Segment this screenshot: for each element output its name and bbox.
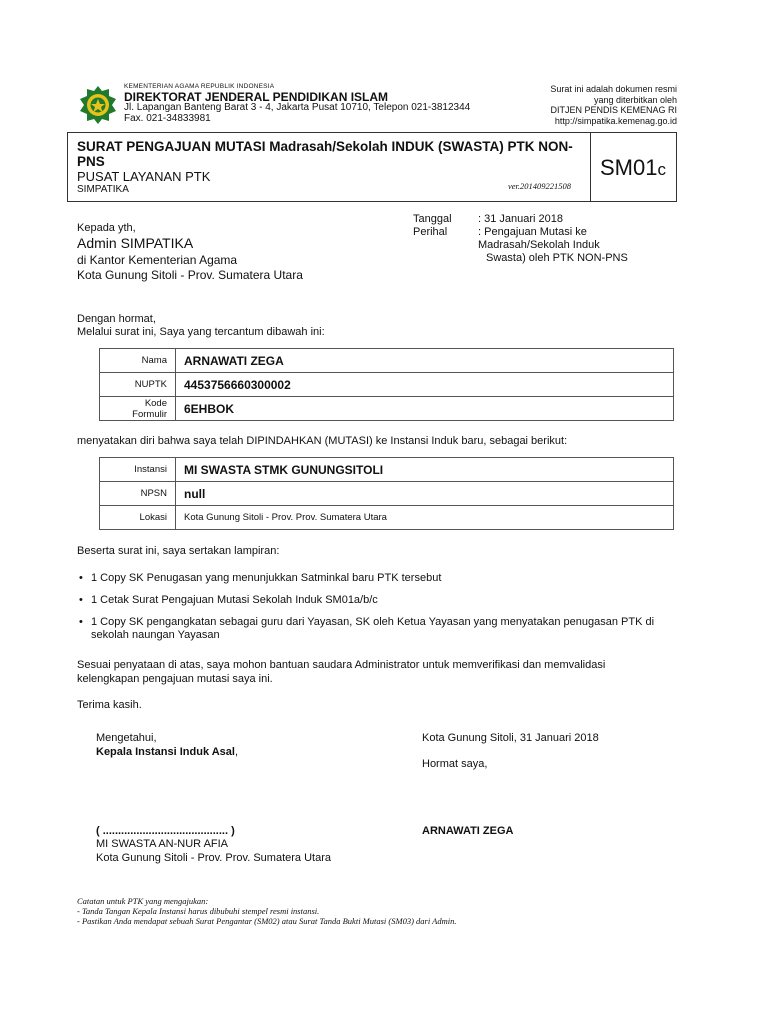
form-code <box>600 155 666 181</box>
official-note-line: Surat ini adalah dokumen resmi <box>550 84 677 94</box>
table-row <box>100 458 674 482</box>
request-text: Sesuai penyataan di atas, saya mohon bantuan saudara Administrator untuk memverifikasi dan memvalidasi kelengkapan pengajuan mutasi saya ini. <box>77 659 606 685</box>
thanks-text: Terima kasih. <box>77 699 142 711</box>
date-label: Tanggal <box>413 213 452 225</box>
kemenag-logo-icon <box>78 85 118 125</box>
footnote-line: - Pastikan Anda mendapat sebuah Surat Pengantar (SM02) atau Surat Tanda Bukti Mutasi (SM03) dari Admin. <box>77 916 457 926</box>
salutation: Dengan hormat, <box>77 313 156 325</box>
official-note-url[interactable]: http://simpatika.kemenag.go.id <box>554 115 677 126</box>
service-name: PUSAT LAYANAN PTK <box>77 169 211 184</box>
table-label: NPSN <box>100 482 176 506</box>
applicant-name: ARNAWATI ZEGA <box>422 825 514 837</box>
official-note-line: DITJEN PENDIS KEMENAG RI <box>550 105 677 115</box>
table-label: Nama <box>100 349 176 373</box>
signature-blank: ( ......................................... ) <box>96 825 235 837</box>
table-label: Kode Formulir <box>100 397 176 421</box>
subject-line: : Pengajuan Mutasi ke <box>478 226 587 238</box>
institution-table <box>99 457 674 530</box>
title-box <box>67 132 677 202</box>
subject-line: Swasta) oleh PTK NON-PNS <box>486 252 628 264</box>
address-line: Jl. Lapangan Banteng Barat 3 - 4, Jakarta Pusat 10710, Telepon 021-3812344 <box>124 102 471 113</box>
table-value: ARNAWATI ZEGA <box>176 349 674 373</box>
attachments-list <box>79 572 679 651</box>
acknowledged-label: Mengetahui, <box>96 732 157 744</box>
table-row <box>100 373 674 397</box>
regards-label: Hormat saya, <box>422 758 488 770</box>
person-table <box>99 348 674 421</box>
table-label: Instansi <box>100 458 176 482</box>
intro-text: Melalui surat ini, Saya yang tercantum dibawah ini: <box>77 326 325 338</box>
table-value: Kota Gunung Sitoli - Prov. Prov. Sumatera Utara <box>176 506 674 530</box>
form-code-main: SM01 <box>600 155 658 180</box>
signer-city: Kota Gunung Sitoli - Prov. Prov. Sumatera Utara <box>96 852 331 864</box>
addressee-office: di Kantor Kementerian Agama <box>77 253 238 267</box>
table-row <box>100 397 674 421</box>
signer-title-comma: , <box>234 746 239 758</box>
footnote-line: - Tanda Tangan Kepala Instansi harus dibubuhi stempel resmi instansi. <box>77 906 320 916</box>
address-block <box>124 102 470 124</box>
table-value: 4453756660300002 <box>176 373 674 397</box>
addressee-name: Admin SIMPATIKA <box>77 235 194 251</box>
list-item: • 1 Copy SK Penugasan yang menunjukkan Satminkal baru PTK tersebut <box>79 572 679 585</box>
list-item: • 1 Cetak Surat Pengajuan Mutasi Sekolah Induk SM01a/b/c <box>79 594 679 607</box>
form-code-suffix: c <box>657 160 666 179</box>
version-label: ver.201409221508 <box>508 181 572 191</box>
addressee-city: Kota Gunung Sitoli - Prov. Sumatera Utara <box>77 268 303 282</box>
system-name: SIMPATIKA <box>77 184 129 195</box>
official-note <box>550 84 677 126</box>
subject-line: Madrasah/Sekolah Induk <box>478 239 600 251</box>
list-item: • 1 Copy SK pengangkatan sebagai guru dari Yayasan, SK oleh Ketua Yayasan yang menyatakan penugasan PTK di sekolah naungan Yayasan <box>79 616 679 642</box>
addressee-greeting: Kepada yth, <box>77 222 136 234</box>
fax-line: Fax. 021-34833981 <box>124 113 211 124</box>
place-date: Kota Gunung Sitoli, 31 Januari 2018 <box>422 732 599 744</box>
official-note-line: yang diterbitkan oleh <box>593 94 677 105</box>
signer-title <box>96 746 238 758</box>
table-value: null <box>176 482 674 506</box>
table-label: Lokasi <box>100 506 176 530</box>
table-label: NUPTK <box>100 373 176 397</box>
table-row <box>100 482 674 506</box>
document-title: SURAT PENGAJUAN MUTASI Madrasah/Sekolah INDUK (SWASTA) PTK NON-PNS <box>77 139 573 169</box>
statement-text: menyatakan diri bahwa saya telah DIPINDAHKAN (MUTASI) ke Instansi Induk baru, sebagai berikut: <box>77 435 568 447</box>
ministry-name: KEMENTERIAN AGAMA REPUBLIK INDONESIA <box>124 83 275 90</box>
footnote <box>77 896 457 926</box>
signer-school: MI SWASTA AN-NUR AFIA <box>96 838 229 850</box>
signer-title-text: Kepala Instansi Induk Asal <box>96 746 235 758</box>
directorate-name: DIREKTORAT JENDERAL PENDIDIKAN ISLAM <box>124 90 389 104</box>
table-row <box>100 506 674 530</box>
date-value: : 31 Januari 2018 <box>478 213 564 225</box>
table-value: 6EHBOK <box>176 397 674 421</box>
table-value: MI SWASTA STMK GUNUNGSITOLI <box>176 458 674 482</box>
attachments-intro: Beserta surat ini, saya sertakan lampiran: <box>77 545 280 557</box>
title-divider <box>590 133 591 201</box>
subject-label: Perihal <box>413 226 448 238</box>
footnote-heading: Catatan untuk PTK yang mengajukan: <box>77 896 209 906</box>
table-row <box>100 349 674 373</box>
